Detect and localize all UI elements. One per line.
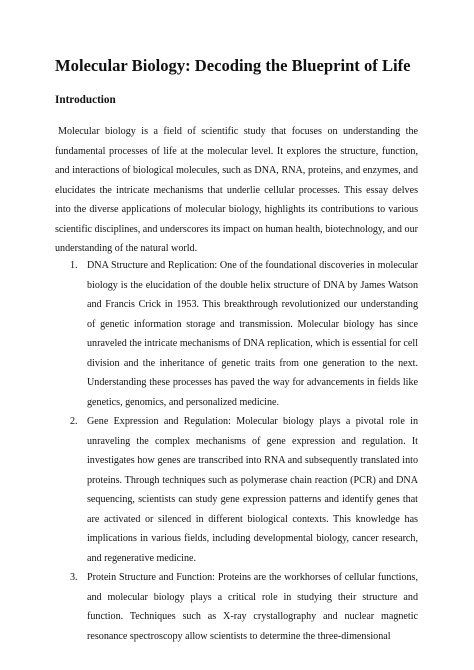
list-item-number: 2. <box>70 416 78 427</box>
section-heading-introduction: Introduction <box>55 94 116 106</box>
list-item <box>55 568 418 646</box>
list-item <box>55 412 418 568</box>
list-item-text: Protein Structure and Function: Proteins are the workhorses of cellular functions, and molecular biology plays a critical role in studying their structure and function. Techniques such as X-ray crystallography and nuclear magnetic resonance spectroscopy allow scientists to determine the three-dimensional <box>87 572 418 642</box>
document-title: Molecular Biology: Decoding the Blueprint of Life <box>55 56 411 75</box>
list-item-number: 3. <box>70 572 78 583</box>
list-item <box>55 256 418 412</box>
list-item-text: DNA Structure and Replication: One of the foundational discoveries in molecular biology is the elucidation of the double helix structure of DNA by James Watson and Francis Crick in 1953. This breakthrough revolutionized our understanding of genetic information storage and transmission. Molecular biology has since unraveled the intricate mechanisms of DNA replication, which is essential for cell division and the inheritance of genetic traits from one generation to the next. Understanding these processes has paved the way for advancements in fields like genetics, genomics, and personalized medicine. <box>87 260 418 408</box>
numbered-list <box>55 256 418 646</box>
list-item-number: 1. <box>70 260 78 271</box>
intro-paragraph: Molecular biology is a field of scientific study that focuses on understanding the fundamental processes of life at the molecular level. It explores the structure, function, and interactions of biological molecules, such as DNA, RNA, proteins, and enzymes, and elucidates the intricate mechanisms that underlie cellular processes. This essay delves into the diverse applications of molecular biology, highlights its contributions to various scientific disciplines, and underscores its impact on human health, biotechnology, and our understanding of the natural world. <box>55 126 418 254</box>
list-item-text: Gene Expression and Regulation: Molecular biology plays a pivotal role in unraveling the complex mechanisms of gene expression and regulation. It investigates how genes are transcribed into RNA and subsequently translated into proteins. Through techniques such as polymerase chain reaction (PCR) and DNA sequencing, scientists can study gene expression patterns and identify genes that are activated or silenced in different biological contexts. This knowledge has implications in various fields, including developmental biology, cancer research, and regenerative medicine. <box>87 416 418 564</box>
